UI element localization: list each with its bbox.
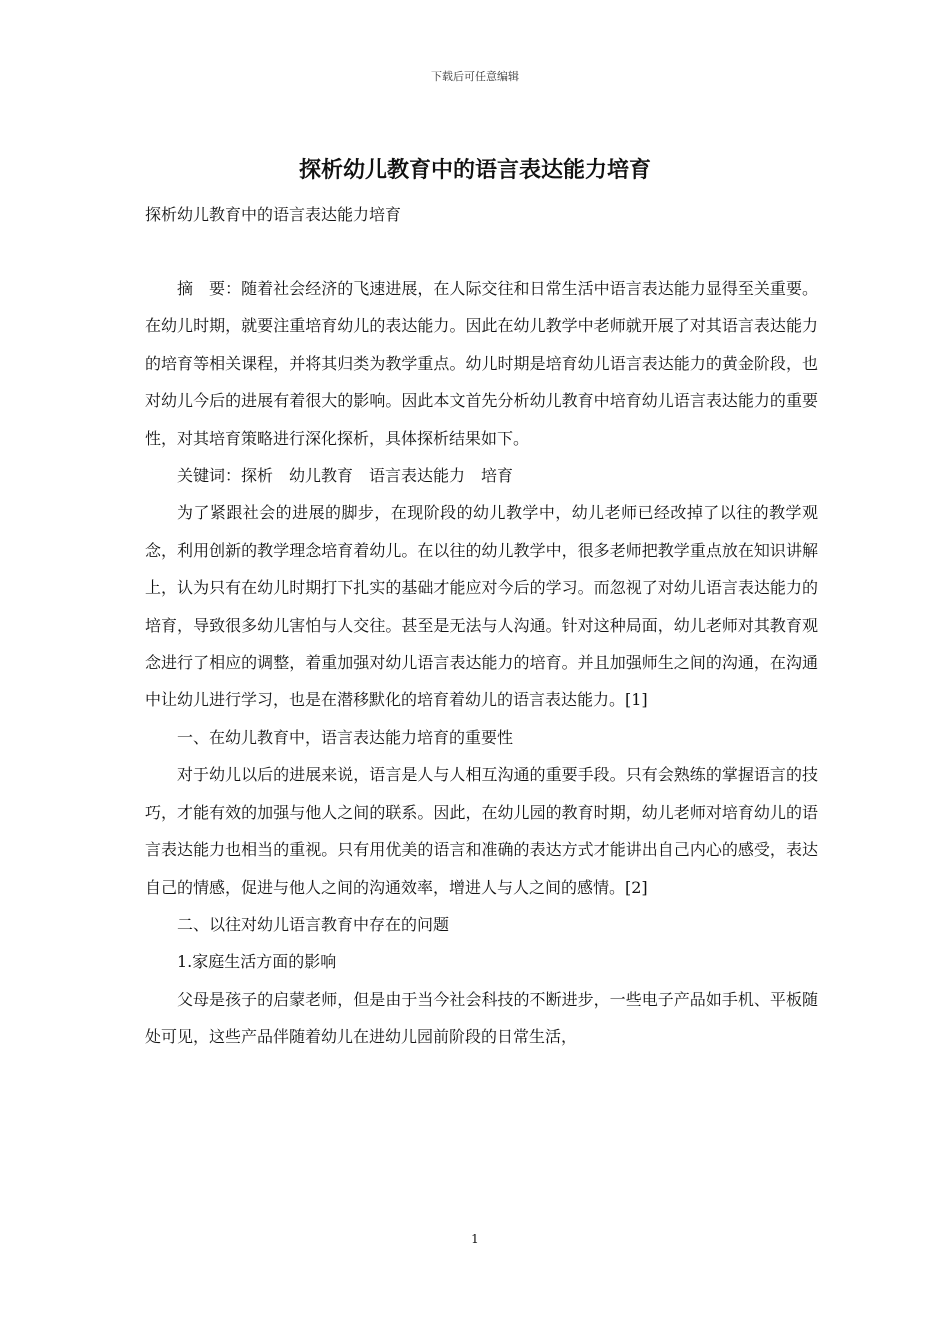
- subsection-1-paragraph: 父母是孩子的启蒙老师，但是由于当今社会科技的不断进步，一些电子产品如手机、平板随处可见，这些产品伴随着幼儿在进幼儿园前阶段的日常生活，: [145, 989, 818, 1047]
- intro-paragraph: 为了紧跟社会的进展的脚步，在现阶段的幼儿教学中，幼儿老师已经改掉了以往的教学观念，利用创新的教学理念培育着幼儿。在以往的幼儿教学中，很多老师把教学重点放在知识讲解上，认为只有在幼儿时期打下扎实的基础才能应对今后的学习。而忽视了对幼儿语言表达能力的培育，导致很多幼儿害怕与人交往。甚至是无法与人沟通。针对这种局面，幼儿老师对其教育观念进行了相应的调整，着重加强对幼儿语言表达能力的培育。并且加强师生之间的沟通，在沟通中让幼儿进行学习，也是在潜移默化的培育着幼儿的语言表达能力。[1]: [145, 503, 818, 710]
- abstract-paragraph: 摘 要：随着社会经济的飞速进展，在人际交往和日常生活中语言表达能力显得至关重要。在幼儿时期，就要注重培育幼儿的表达能力。因此在幼儿教学中老师就开展了对其语言表达能力的培育等相关课程，并将其归类为教学重点。幼儿时期是培育幼儿语言表达能力的黄金阶段，也对幼儿今后的进展有着很大的影响。因此本文首先分析幼儿教育中培育幼儿语言表达能力的重要性，对其培育策略进行深化探析，具体探析结果如下。: [145, 279, 818, 448]
- subsection-heading-1: 1.家庭生活方面的影响: [177, 952, 337, 972]
- document-title: 探析幼儿教育中的语言表达能力培育: [298, 158, 651, 183]
- document-body: [145, 270, 818, 1056]
- page-number: 1: [471, 1232, 479, 1246]
- page-header-note: 下载后可任意编辑: [431, 70, 519, 83]
- section-heading-1: 一、在幼儿教育中，语言表达能力培育的重要性: [177, 727, 514, 747]
- section-1-paragraph: 对于幼儿以后的进展来说，语言是人与人相互沟通的重要手段。只有会熟练的掌握语言的技巧，才能有效的加强与他人之间的联系。因此，在幼儿园的教育时期，幼儿老师对培育幼儿的语言表达能力也相当的重视。只有用优美的语言和准确的表达方式才能讲出自己内心的感受，表达自己的情感，促进与他人之间的沟通效率，增进人与人之间的感情。[2]: [145, 765, 818, 897]
- document-subtitle: 探析幼儿教育中的语言表达能力培育: [145, 205, 402, 224]
- keywords-paragraph: 关键词：探析 幼儿教育 语言表达能力 培育: [177, 466, 514, 486]
- section-heading-2: 二、以往对幼儿语言教育中存在的问题: [177, 914, 450, 934]
